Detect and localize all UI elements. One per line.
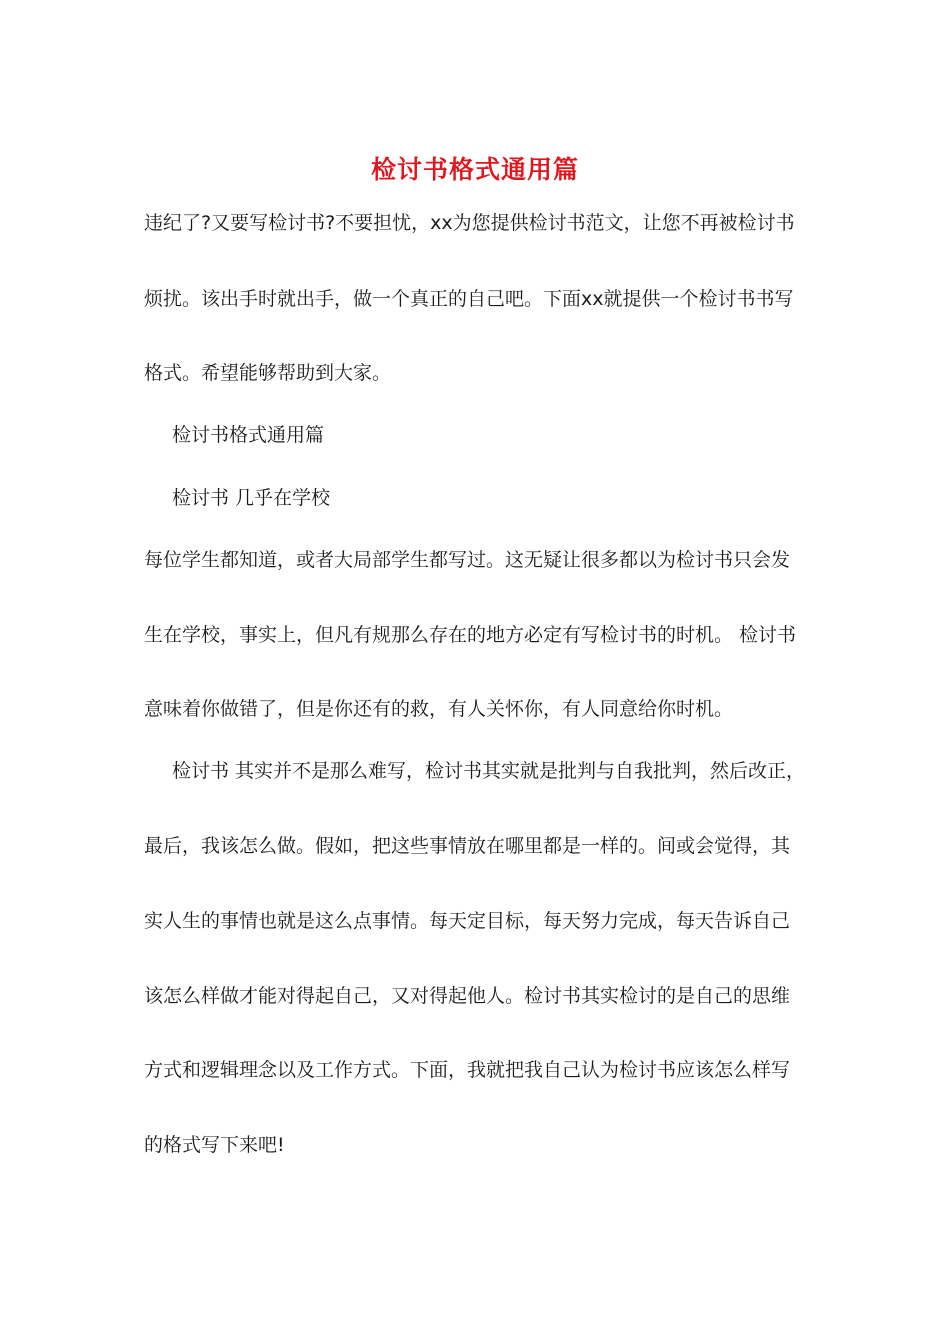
paragraph-line: 格式。希望能够帮助到大家。 <box>144 362 392 384</box>
paragraph-line: 的格式写下来吧! <box>144 1134 285 1156</box>
paragraph-line: 实人生的事情也就是这么点事情。每天定目标，每天努力完成，每天告诉自己 <box>144 910 791 932</box>
paragraph-line: 意味着你做错了，但是你还有的救，有人关怀你，有人同意给你时机。 <box>144 698 734 720</box>
paragraph-line: 烦扰。该出手时就出手，做一个真正的自己吧。下面xx就提供一个检讨书书写 <box>144 288 794 310</box>
paragraph-line: 每位学生都知道，或者大局部学生都写过。这无疑让很多都以为检讨书只会发 <box>144 549 791 571</box>
document-title: 检讨书格式通用篇 <box>370 155 579 184</box>
paragraph-line: 检讨书 几乎在学校 <box>172 487 331 509</box>
paragraph-line: 最后，我该怎么做。假如，把这些事情放在哪里都是一样的。间或会觉得，其 <box>144 835 791 857</box>
paragraph-line: 检讨书 其实并不是那么难写，检讨书其实就是批判与自我批判，然后改正， <box>172 760 806 782</box>
paragraph-line: 生在学校，事实上，但凡有规那么存在的地方必定有写检讨书的时机。 检讨书 <box>144 624 797 646</box>
paragraph-line: 该怎么样做才能对得起自己，又对得起他人。检讨书其实检讨的是自己的思维 <box>144 985 791 1007</box>
paragraph-line: 方式和逻辑理念以及工作方式。下面，我就把我自己认为检讨书应该怎么样写 <box>144 1059 791 1081</box>
paragraph-line: 违纪了?又要写检讨书?不要担忧，xx为您提供检讨书范文，让您不再被检讨书 <box>144 212 795 234</box>
section-heading: 检讨书格式通用篇 <box>172 424 325 446</box>
